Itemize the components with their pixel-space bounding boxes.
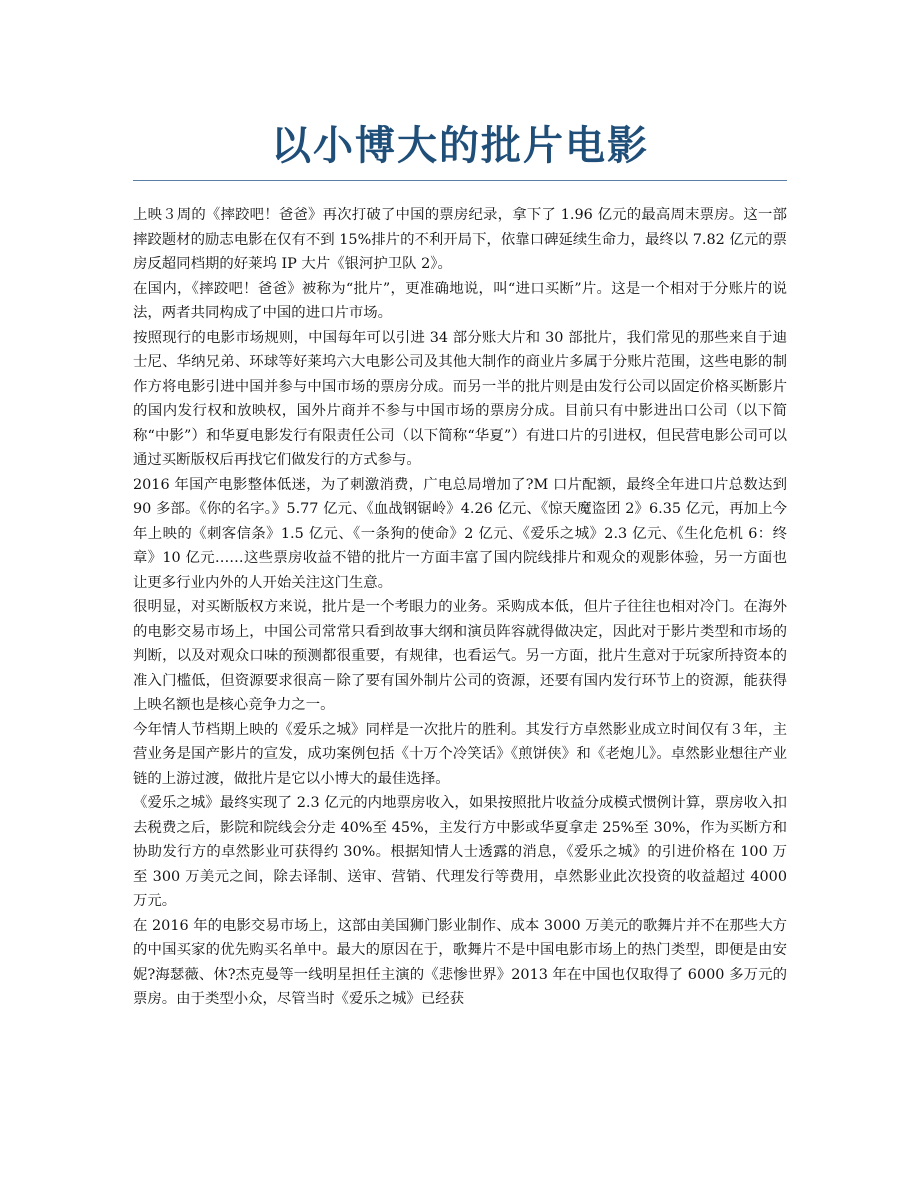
- paragraph: 在 2016 年的电影交易市场上，这部由美国狮门影业制作、成本 3000 万美元的歌舞片并不在那些大方的中国买家的优先购买名单中。最大的原因在于，歌舞片不是中国电影市场上的热门类型，即便是由安妮?海瑟薇、休?杰克曼等一线明星担任主演的《悲惨世界》2013 年在中国也仅取得了 6000 多万元的票房。由于类型小众，尽管当时《爱乐之城》已经获: [133, 917, 787, 1007]
- paragraph: 上映３周的《摔跤吧！爸爸》再次打破了中国的票房纪录，拿下了 1.96 亿元的最高周末票房。这一部摔跤题材的励志电影在仅有不到 15%排片的不利开局下，依靠口碑延续生命力，最终以 7.82 亿元的票房反超同档期的好莱坞 IP 大片《银河护卫队 2》。: [133, 207, 787, 272]
- paragraph: 按照现行的电影市场规则，中国每年可以引进 34 部分账大片和 30 部批片，我们常见的那些来自于迪士尼、华纳兄弟、环球等好莱坞六大电影公司及其他大制作的商业片多属于分账片范围，这些电影的制作方将电影引进中国并参与中国市场的票房分成。而另一半的批片则是由发行公司以固定价格买断影片的国内发行权和放映权，国外片商并不参与中国市场的票房分成。目前只有中影进出口公司（以下简称“中影”）和华夏电影发行有限责任公司（以下简称“华夏”）有进口片的引进权，但民营电影公司可以通过买断版权后再找它们做发行的方式参与。: [133, 329, 787, 468]
- document-title: 以小博大的批片电影: [271, 123, 649, 169]
- title-divider: [133, 180, 787, 181]
- paragraph: 今年情人节档期上映的《爱乐之城》同样是一次批片的胜利。其发行方卓然影业成立时间仅有３年，主营业务是国产影片的宣发，成功案例包括《十万个冷笑话》《煎饼侠》和《老炮儿》。卓然影业想往产业链的上游过渡，做批片是它以小博大的最佳选择。: [133, 721, 787, 787]
- paragraph: 《爱乐之城》最终实现了 2.3 亿元的内地票房收入，如果按照批片收益分成模式惯例计算，票房收入扣去税费之后，影院和院线会分走 40%至 45%，主发行方中影或华夏拿走 25%至 30%，作为买断方和协助发行方的卓然影业可获得约 30%。根据知情人士透露的消息，《爱乐之城》的引进价格在 100 万至 300 万美元之间，除去译制、送审、营销、代理发行等费用，卓然影业此次投资的收益超过 4000 万元。: [133, 795, 787, 909]
- document-body: [133, 203, 787, 1183]
- paragraph: 2016 年国产电影整体低迷，为了刺激消费，广电总局增加了?M 口片配额，最终全年进口片总数达到 90 多部。《你的名字。》5.77 亿元、《血战钢锯岭》4.26 亿元、《惊天魔盗团 2》6.35 亿元，再加上今年上映的《刺客信条》1.5 亿元、《一条狗的使命》2 亿元、《爱乐之城》2.3 亿元、《生化危机 6：终章》10 亿元……这些票房收益不错的批片一方面丰富了国内院线排片和观众的观影体验，另一方面也让更多行业内外的人开始关注这门生意。: [133, 476, 787, 591]
- paragraph: 很明显，对买断版权方来说，批片是一个考眼力的业务。采购成本低，但片子往往也相对冷门。在海外的电影交易市场上，中国公司常常只看到故事大纲和演员阵容就得做决定，因此对于影片类型和市场的判断，以及对观众口味的预测都很重要，有规律，也看运气。另一方面，批片生意对于玩家所持资本的准入门槛低，但资源要求很高－除了要有国外制片公司的资源，还要有国内发行环节上的资源，能获得上映名额也是核心竞争力之一。: [133, 599, 787, 713]
- paragraph: 在国内，《摔跤吧！爸爸》被称为“批片”，更准确地说，叫“进口买断”片。这是一个相对于分账片的说法，两者共同构成了中国的进口片市场。: [133, 280, 787, 321]
